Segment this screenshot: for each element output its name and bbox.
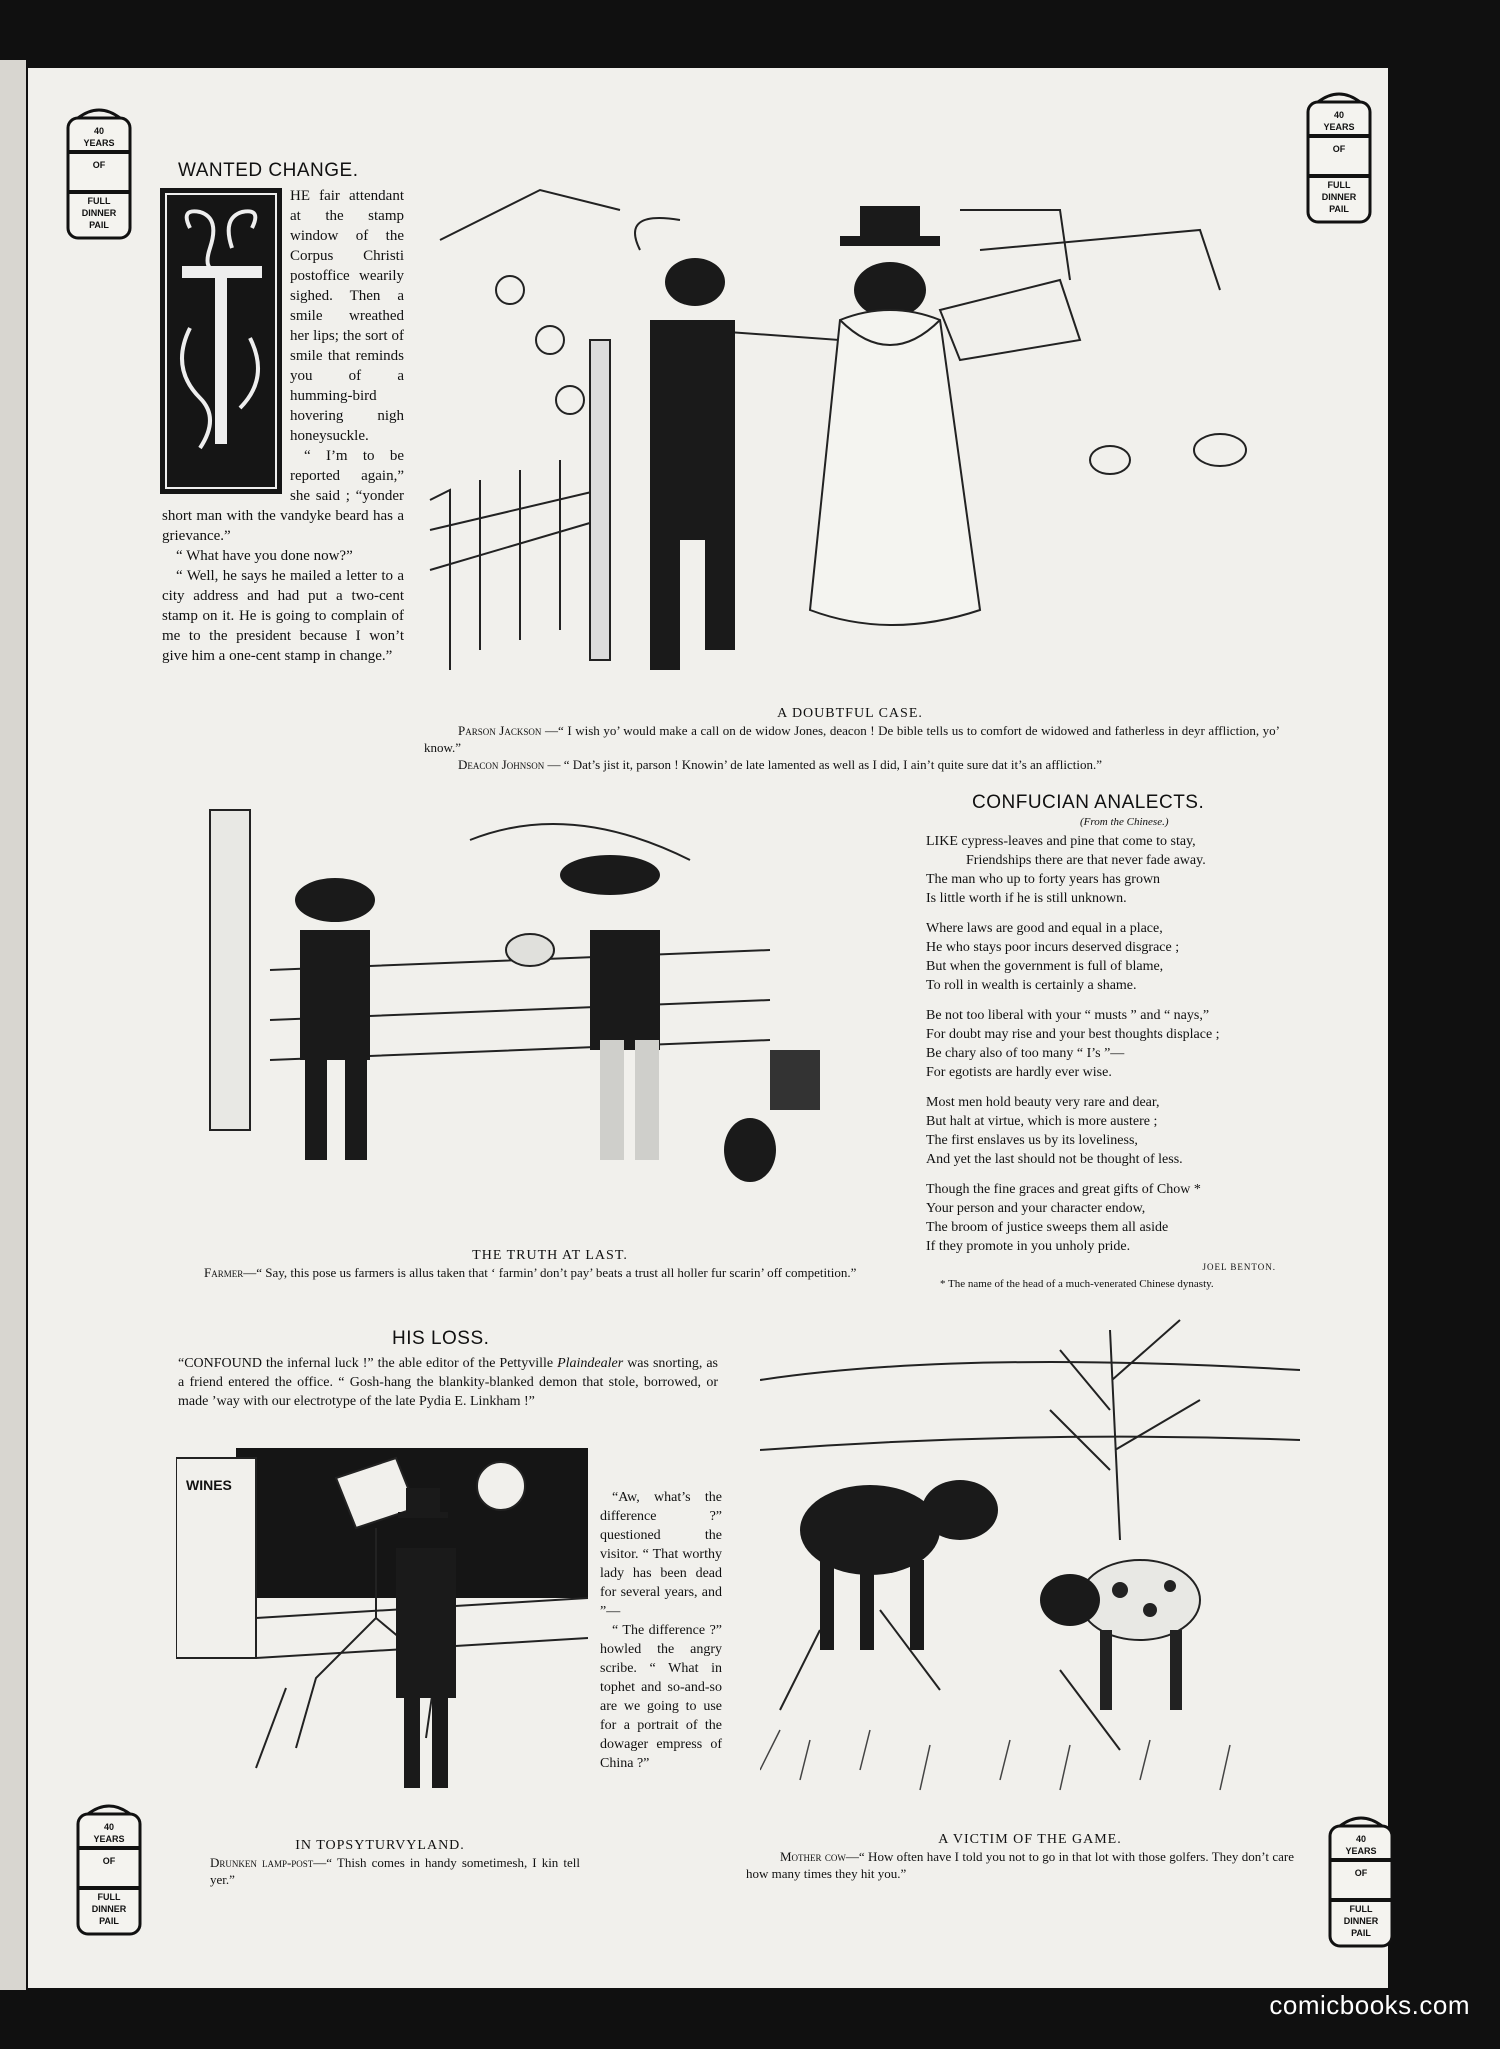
poem-line: For doubt may rise and your best thoughts displace ; xyxy=(926,1027,1220,1042)
pail-badge-3: OF xyxy=(92,160,106,170)
pail-badge-6: PAIL xyxy=(99,1916,119,1926)
topsyturvyland-title: IN TOPSYTURVYLAND. xyxy=(295,1838,465,1853)
his-loss-p3: “ The difference ?” howled the angry scribe. “ What in tophet and so-and-so are we going to use for a portrait of the dowager empress of China ?” xyxy=(600,1623,722,1771)
stanza-1 xyxy=(926,832,1276,908)
poem-line: But halt at virtue, which is more austere ; xyxy=(926,1114,1158,1129)
truth-at-last-caption xyxy=(170,1264,880,1281)
his-loss-title: HIS LOSS. xyxy=(392,1328,490,1349)
poem-line: Most men hold beauty very rare and dear, xyxy=(926,1095,1160,1110)
pail-badge-4: FULL xyxy=(1327,180,1351,190)
poem-line: Be not too liberal with your “ musts ” and “ nays,” xyxy=(926,1008,1210,1023)
dinner-pail-icon xyxy=(60,104,138,244)
poem-footnote: * The name of the head of a much-venerated Chinese dynasty. xyxy=(940,1278,1214,1290)
poem-line: If they promote in you unholy pride. xyxy=(926,1239,1131,1254)
dinner-pail-ad-top-right xyxy=(1300,88,1378,228)
pail-badge-2: YEARS xyxy=(83,138,115,148)
wanted-change-title: WANTED CHANGE. xyxy=(178,160,359,181)
newspaper-name: Plaindealer xyxy=(557,1356,624,1371)
cow-and-calf-drawing xyxy=(760,1290,1300,1830)
deacon-line: — “ Dat’s jist it, parson ! Knowin’ de late lamented as well as I did, I ain’t quite sure dat it’s an affliction.” xyxy=(547,757,1102,772)
his-loss-p1-start: “CONFOUND the infernal luck !” the able editor of the Pettyville xyxy=(178,1356,554,1371)
wanted-change-p4: “ Well, he says he mailed a letter to a city address and had put a two-cent stamp on it. He is going to complain of me to the president because I won’t give him a one-cent stamp in change.” xyxy=(162,568,404,664)
dinner-pail-icon xyxy=(70,1800,148,1940)
truth-at-last-title: THE TRUTH AT LAST. xyxy=(472,1248,628,1263)
speaker-parson: Parson Jackson xyxy=(458,723,542,738)
his-loss-p1 xyxy=(178,1354,718,1411)
poem-line: The first enslaves us by its loveliness, xyxy=(926,1133,1138,1148)
dinner-pail-ad-bottom-left xyxy=(70,1800,148,1940)
speaker-mother-cow: Mother cow xyxy=(780,1849,846,1864)
page-edge xyxy=(0,60,26,1990)
poem-line: Though the fine graces and great gifts of Chow * xyxy=(926,1182,1201,1197)
victim-of-the-game-caption xyxy=(746,1848,1294,1882)
pail-badge-3: OF xyxy=(102,1856,116,1866)
farmers-and-pig-drawing xyxy=(170,800,880,1240)
drunken-lamp-post-drawing xyxy=(176,1448,588,1828)
pail-badge-6: PAIL xyxy=(1329,204,1349,214)
dinner-pail-ad-bottom-right xyxy=(1322,1812,1400,1952)
speaker-lamp-post: Drunken lamp-post xyxy=(210,1855,314,1870)
pail-badge-4: FULL xyxy=(97,1892,121,1902)
stanza-5 xyxy=(926,1180,1276,1256)
his-loss-column xyxy=(600,1488,722,1773)
poem-line: Your person and your character endow, xyxy=(926,1201,1146,1216)
poem-line: And yet the last should not be thought of less. xyxy=(926,1152,1183,1167)
poem-line: Friendships there are that never fade away. xyxy=(966,853,1206,868)
doubtful-case-title: A DOUBTFUL CASE. xyxy=(777,706,923,721)
doubtful-case-caption xyxy=(424,722,1280,773)
pail-badge-4: FULL xyxy=(87,196,111,206)
pail-badge-5: DINNER xyxy=(1321,192,1357,202)
topsyturvyland-illustration xyxy=(176,1448,588,1828)
speaker-farmer: Farmer xyxy=(204,1265,244,1280)
his-loss-p1-rest: was snorting, as a friend entered the office. “ Gosh-hang the blankity-blanked demon that stole, borrowed, or made ’way with our electrotype of the late Pydia E. Linkham !” xyxy=(178,1356,719,1409)
confucian-subtitle: (From the Chinese.) xyxy=(1080,816,1169,828)
pail-badge-3: OF xyxy=(1354,1868,1368,1878)
poem-line: He who stays poor incurs deserved disgrace ; xyxy=(926,940,1180,955)
his-loss-p2: “Aw, what’s the difference ?” questioned the visitor. “ That worthy lady has been dead for several years, and ”— xyxy=(600,1490,722,1619)
confucian-poem xyxy=(926,832,1276,1291)
poem-line: Is little worth if he is still unknown. xyxy=(926,891,1127,906)
pail-badge-5: DINNER xyxy=(1343,1916,1379,1926)
pail-badge-1: 40 xyxy=(103,1822,115,1832)
victim-of-the-game-illustration xyxy=(760,1290,1300,1830)
poem-line: The broom of justice sweeps them all aside xyxy=(926,1220,1169,1235)
poem-line: Where laws are good and equal in a place, xyxy=(926,921,1163,936)
victim-of-the-game-title: A VICTIM OF THE GAME. xyxy=(938,1832,1122,1847)
pail-badge-2: YEARS xyxy=(1345,1846,1377,1856)
dinner-pail-icon xyxy=(1322,1812,1400,1952)
confucian-title: CONFUCIAN ANALECTS. xyxy=(972,792,1205,813)
poem-author: JOEL BENTON. xyxy=(1202,1262,1276,1272)
poem-line: LIKE cypress-leaves and pine that come to stay, xyxy=(926,834,1196,849)
stanza-3 xyxy=(926,1006,1276,1082)
pail-badge-3: OF xyxy=(1332,144,1346,154)
poem-line: Be chary also of too many “ I’s ”— xyxy=(926,1046,1125,1061)
pail-badge-6: PAIL xyxy=(1351,1928,1371,1938)
pail-badge-1: 40 xyxy=(1355,1834,1367,1844)
doubtful-case-illustration xyxy=(420,170,1280,690)
wanted-change-p2: “ I’m to be reported again,” she said ; “yonder short man with the vandyke beard has a grievance.” xyxy=(162,448,404,544)
poem-line: To roll in wealth is certainly a shame. xyxy=(926,978,1137,993)
pail-badge-5: DINNER xyxy=(81,208,117,218)
site-watermark: comicbooks.com xyxy=(1269,1990,1470,2020)
poem-line: For egotists are hardly ever wise. xyxy=(926,1065,1112,1080)
speaker-deacon: Deacon Johnson xyxy=(458,757,545,772)
pail-badge-6: PAIL xyxy=(89,220,109,230)
pail-badge-5: DINNER xyxy=(91,1904,127,1914)
wanted-change-story xyxy=(162,186,404,786)
mother-cow-line: —“ How often have I told you not to go in that lot with those golfers. They don’t care how many times they hit you.” xyxy=(746,1849,1294,1881)
pail-badge-1: 40 xyxy=(1333,110,1345,120)
poem-line: But when the government is full of blame, xyxy=(926,959,1164,974)
dinner-pail-ad-top-left xyxy=(60,104,138,244)
pail-badge-4: FULL xyxy=(1349,1904,1373,1914)
wanted-change-lead: HE fair attendant at the stamp window of the Corpus Christi postoffice wearily sighed. Then a smile wreathed her lips; the sort of smile that reminds you of a humming-bird hovering nigh honeysuckle. xyxy=(290,188,404,444)
lamp-post-line: —“ Thish comes in handy sometimesh, I kin tell yer.” xyxy=(210,1855,580,1887)
wanted-change-p3: “ What have you done now?” xyxy=(176,548,353,564)
truth-at-last-illustration xyxy=(170,800,880,1240)
dinner-pail-icon xyxy=(1300,88,1378,228)
parson-line: —“ I wish yo’ would make a call on de widow Jones, deacon ! De bible tells us to comfort de widowed and fatherless in deyr affliction, yo’ know.” xyxy=(424,723,1280,755)
farmer-line: —“ Say, this pose us farmers is allus taken that ‘ farmin’ don’t pay’ beats a trust all holler fur scarin’ off competition.” xyxy=(243,1265,857,1280)
poem-line: The man who up to forty years has grown xyxy=(926,872,1161,887)
wines-sign: WINES xyxy=(186,1477,232,1493)
topsyturvyland-caption xyxy=(210,1854,580,1888)
pail-badge-2: YEARS xyxy=(1323,122,1355,132)
pail-badge-2: YEARS xyxy=(93,1834,125,1844)
pail-badge-1: 40 xyxy=(93,126,105,136)
stanza-4 xyxy=(926,1093,1276,1169)
parson-and-deacon-drawing xyxy=(420,170,1280,690)
stanza-2 xyxy=(926,919,1276,995)
